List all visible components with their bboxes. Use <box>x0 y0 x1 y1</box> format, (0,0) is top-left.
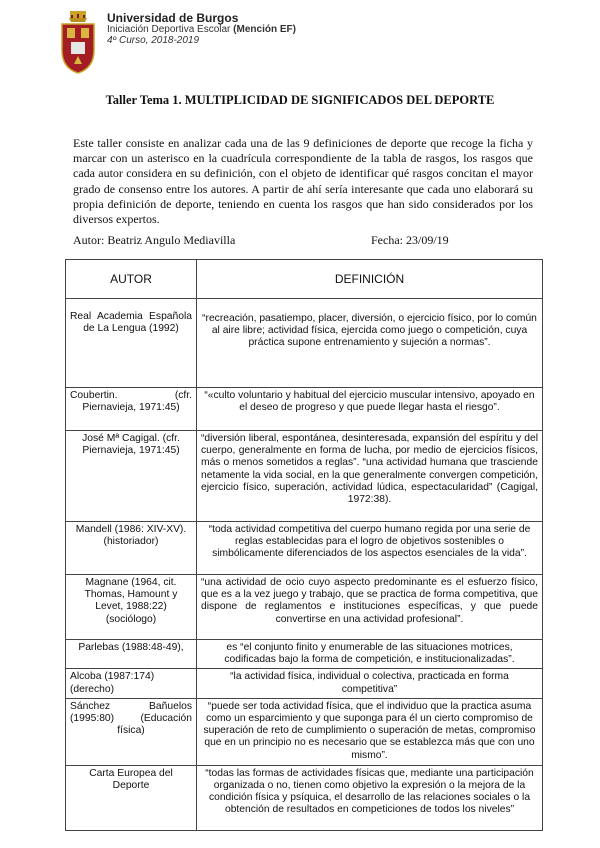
definition-cell: “diversión liberal, espontánea, desinteresada, expansión del espíritu y del cuerpo, generalmente en forma de lucha, por medio de ejercicios físicos, más o menos sometidos a reglas”. “una actividad humana que trasciende netamente la vida social, en la que generalmente convergen competición, ejercicio físico, superación, actividad lúdica, espectacularidad” (Cagigal, 1972:38). <box>197 431 543 522</box>
table-row <box>66 299 543 388</box>
author-cell: Alcoba (1987:174) (derecho) <box>66 669 197 698</box>
author-cell: Parlebas (1988:48-49), <box>66 640 197 669</box>
definition-cell: “una actividad de ocio cuyo aspecto predominante es el esfuerzo físico, que es a la vez juego y trabajo, que se practica de forma competitiva, que dispone de reglamentos e instituciones específicas, y que puede convertirse en una actividad profesional”. <box>197 575 543 640</box>
degree-line <box>107 24 296 35</box>
specialty-label: (Mención EF) <box>233 24 296 35</box>
author-cell: Carta Europea del Deporte <box>66 765 197 830</box>
table-header-row <box>66 260 543 299</box>
degree-name: Iniciación Deportiva Escolar <box>107 24 231 35</box>
date-line: Fecha: 23/09/19 <box>371 233 449 247</box>
table-row <box>66 575 543 640</box>
table-row <box>66 522 543 575</box>
definition-cell: “todas las formas de actividades físicas que, mediante una participación organizada o no, tienen como objetivo la expresión o la mejora de la condición física y psíquica, el desarrollo de las relaciones sociales o la obtención de resultados en competiciones de todos los niveles” <box>197 765 543 830</box>
university-name: Universidad de Burgos <box>107 11 239 25</box>
table-row <box>66 640 543 669</box>
course-line <box>107 35 296 46</box>
table-row <box>66 669 543 698</box>
university-crest-icon <box>58 10 98 74</box>
table-row <box>66 431 543 522</box>
table-row <box>66 388 543 431</box>
table-row <box>66 765 543 830</box>
author-cell: Coubertin. (cfr. Piernavieja, 1971:45) <box>66 388 197 431</box>
definition-cell: “puede ser toda actividad física, que el individuo que la practica asuma como un esparcimiento y que suponga para él un cierto compromiso de superación de reto de cumplimiento o superación de metas, compromiso que en un principio no es necesario que se establezca más que con uno mismo”. <box>197 698 543 765</box>
intro-paragraph: Este taller consiste en analizar cada una de las 9 definiciones de deporte que recoge la ficha y marcar con un asterisco en la cuadrícula correspondiente de la tabla de rasgos, los rasgos que cada autor considera en su definición, con el objeto de identificar qué rasgos concitan el mayor grado de consenso entre los autores. A partir de ahí sería interesante que cada uno elaborará su propia definición de deporte, teniendo en cuenta los rasgos que han sido considerados por los diversos expertos. <box>73 136 533 227</box>
author-cell: Mandell (1986: XIV-XV). (historiador) <box>66 522 197 575</box>
header-definicion: DEFINICIÓN <box>197 260 543 299</box>
author-cell: José Mª Cagigal. (cfr. Piernavieja, 1971:45) <box>66 431 197 522</box>
header-autor: AUTOR <box>66 260 197 299</box>
definition-cell: “toda actividad competitiva del cuerpo humano regida por una serie de reglas establecidas para el logro de objetivos sostenibles o simbólicamente diferenciados de los aspectos esenciales de la vida”. <box>197 522 543 575</box>
document-title: Taller Tema 1. MULTIPLICIDAD DE SIGNIFICADOS DEL DEPORTE <box>105 93 495 107</box>
author-cell: Magnane (1964, cit. Thomas, Hamount y Levet, 1988:22) (sociólogo) <box>66 575 197 640</box>
course-label: 4º Curso, 2018-2019 <box>107 35 200 46</box>
definitions-table <box>65 259 543 831</box>
author-cell: Real Academia Española de La Lengua (1992) <box>66 299 197 388</box>
author-cell: Sánchez Bañuelos (1995:80) (Educación física) <box>66 698 197 765</box>
table-row <box>66 698 543 765</box>
definition-cell: “recreación, pasatiempo, placer, diversión, o ejercicio físico, por lo común al aire libre; actividad física, ejercida como juego o competición, cuya práctica supone entrenamiento y sujeción a normas”. <box>197 299 543 388</box>
definition-cell: “la actividad física, individual o colectiva, practicada en forma competitiva” <box>197 669 543 698</box>
definition-cell: “«culto voluntario y habitual del ejercicio muscular intensivo, apoyado en el deseo de progreso y que puede llegar hasta el riesgo”. <box>197 388 543 431</box>
definition-cell: es “el conjunto finito y enumerable de las situaciones motrices, codificadas bajo la forma de competición, e institucionalizadas”. <box>197 640 543 669</box>
author-line: Autor: Beatriz Angulo Mediavilla <box>73 233 236 247</box>
